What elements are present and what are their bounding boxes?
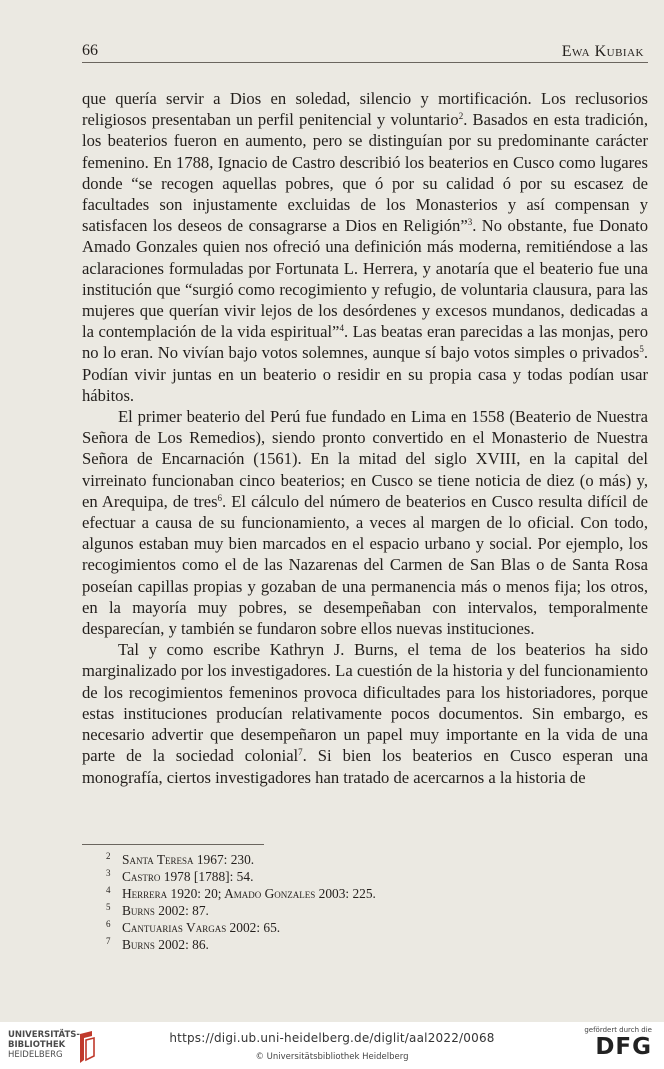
footnote-rule <box>82 844 264 845</box>
paragraph-3: Tal y como escribe Kathryn J. Burns, el tema de los beaterios ha sido marginalizado por los investigadores. La cuestión de la historia y del funcionamiento de los recogimientos femeninos provoca dificultades para los historiadores, porque estas instituciones producían relativamente pocos documentos. Sin embargo, es necesario advertir que desempeñaron un papel muy importante en la vida de una parte de la sociedad colonial$^7$. Si bien los beaterios en Cusco esperan una monografía, ciertos investigadores han tratado de acercarnos a la historia de <box>82 640 648 787</box>
library-logo[interactable]: UNIVERSITÄTS- BIBLIOTHEK HEIDELBERG <box>8 1030 98 1064</box>
viewer-footer <box>0 1022 664 1069</box>
footnote-ref-7: 7 <box>298 747 303 758</box>
paragraph-1: que quería servir a Dios en soledad, silencio y mortificación. Los reclusorios religiosos presentaban un perfil penitencial y voluntario$^2$. Basados en esta tradición, los beaterios fueron en aumento, pero se distinguían por su predominante carácter femenino. En 1788, Ignacio de Castro describió los beaterios en Cusco como lugares donde “se recogen aquellas pobres, que ó por su calidad ó por su escasez de facultades son injustamente excluidas de los Monasterios y así compensan y satisfacen los deseos de consagrarse a Dios en Religión”$^3$. No obstante, fue Donato Amado Gonzales quien nos ofreció una definición más moderna, remitiéndose a las aclaraciones formuladas por Fortunata L. Herrera, y anotaría que el beaterio fue una institución que “surgió como recogimiento y refugio, de voluntaria clausura, para las mujeres que querían vivir lejos de los desórdenes y excesos mundanos, dedicadas a la contemplación de la vida espiritual”$^4$. Las beatas eran parecidas a las monjas, pero no lo eran. No vivían bajo votos solemnes, aunque sí bajo votos simples o privados$^5$. Podían vivir juntas en un beaterio o residir en su propia casa y todas podían usar hábitos. <box>82 89 649 405</box>
copyright-notice: © Universitätsbibliothek Heidelberg <box>255 1052 409 1062</box>
footnote: 7 Burns 2002: 86. <box>106 936 209 952</box>
funder-caption: gefördert durch die <box>584 1026 652 1034</box>
permalink-url[interactable]: https://digi.ub.uni-heidelberg.de/diglit/aal2022/0068 <box>169 1031 495 1045</box>
footnotes <box>82 851 482 953</box>
footnote: 6 Cantuarias Vargas 2002: 65. <box>106 919 281 935</box>
footnote: 4 Herrera 1920: 20; Amado Gonzales 2003: 225. <box>106 885 376 901</box>
footnote: 2 Santa Teresa 1967: 230. <box>106 851 255 867</box>
footnote-ref-4: 4 <box>339 323 344 334</box>
running-head <box>82 40 648 63</box>
paragraph-2: El primer beaterio del Perú fue fundado en Lima en 1558 (Beaterio de Nuestra Señora de Los Remedios), siendo pronto convertido en el Monasterio de Nuestra Señora de Encarnación (1561). En la mitad del siglo XVIII, en la capital del virreinato funcionaban cinco beaterios; en Cusco se tiene noticia de diez (o más) y, en Arequipa, de tres$^6$. El cálculo del número de beaterios en Cusco resulta difícil de efectuar a causa de su funcionamiento, a veces al margen de lo oficial. Con todo, algunos estaban muy bien marcados en el espacio urbano y social. Por ejemplo, los recogimientos como el de las Nazarenas del Carmen de San Blas o de Santa Rosa poseían capillas propias y gozaban de una permanencia más o menos fija; los otros, en la mayoría muy pobres, se desempeñaban con intervalos, temporalmente desparecían, y también se fundaron sobre ellos nuevas instituciones. <box>82 407 649 639</box>
running-head-author: Ewa Kubiak <box>561 43 644 60</box>
footnote-ref-3: 3 <box>467 217 473 228</box>
footnote-ref-6: 6 <box>217 492 223 503</box>
page-number: 66 <box>82 42 98 59</box>
footnote-ref-5: 5 <box>639 344 644 355</box>
funder-logo[interactable] <box>582 1026 652 1059</box>
dfg-logo: DFG <box>595 1034 652 1060</box>
footnote: 5 Burns 2002: 87. <box>106 902 209 918</box>
footnote-ref-2: 2 <box>458 111 464 122</box>
footnote: 3 Castro 1978 [1788]: 54. <box>106 868 254 884</box>
body-text <box>82 88 648 788</box>
